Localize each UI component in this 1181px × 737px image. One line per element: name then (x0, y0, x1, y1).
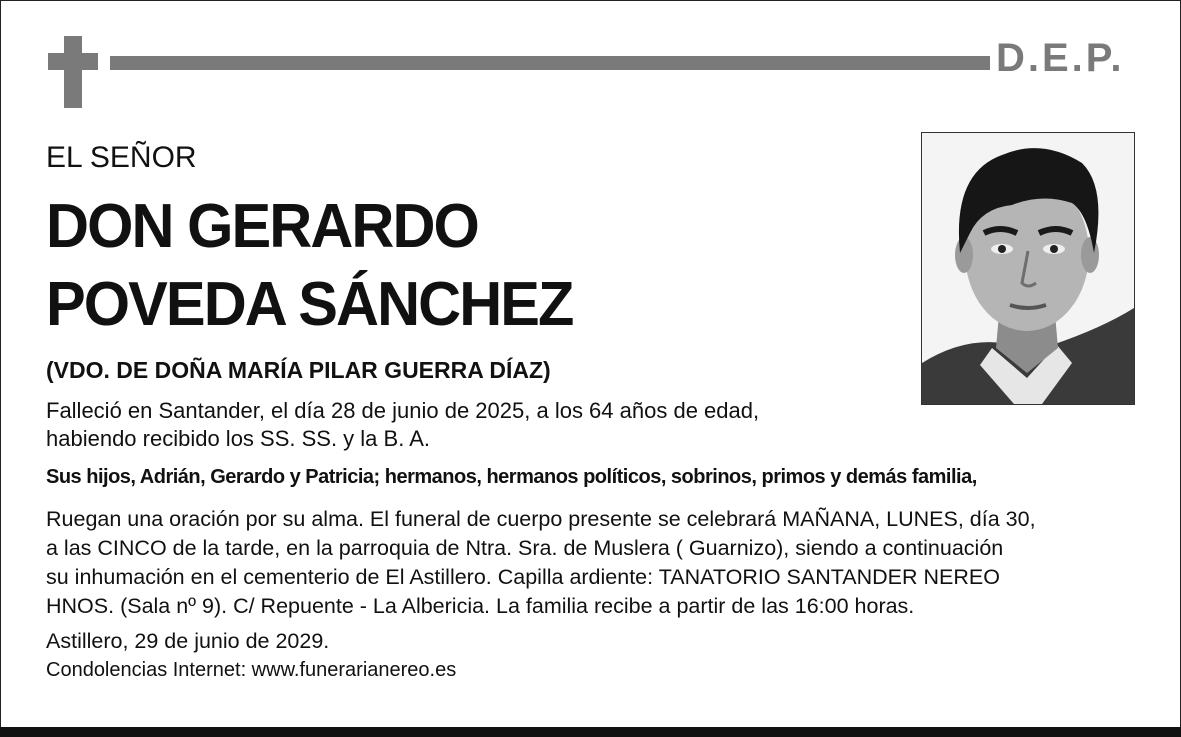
condolences-link[interactable]: Condolencias Internet: www.funerarianereo.es (46, 659, 457, 681)
widower-of-line: (VDO. DE DOÑA MARÍA PILAR GUERRA DÍAZ) (46, 357, 551, 383)
death-details (46, 397, 759, 453)
title-prefix: EL SEÑOR (46, 141, 197, 174)
bottom-bar (0, 727, 1181, 737)
deceased-portrait (921, 132, 1135, 405)
funeral-details-line1: Ruegan una oración por su alma. El funeral de cuerpo presente se celebrará MAÑANA, LUNES, día 30, (46, 507, 1036, 531)
cross-icon (64, 36, 82, 108)
header-rule (110, 56, 990, 70)
cross-icon-arm (48, 53, 98, 70)
place-date: Astillero, 29 de junio de 2029. (46, 629, 330, 653)
funeral-details (46, 505, 1036, 621)
death-details-line1: Falleció en Santander, el día 28 de junio de 2025, a los 64 años de edad, (46, 398, 760, 423)
dep-mark: D.E.P. (996, 36, 1125, 80)
deceased-name-line1: DON GERARDO (46, 192, 478, 261)
deceased-name-line2: POVEDA SÁNCHEZ (46, 270, 573, 339)
funeral-details-line2: a las CINCO de la tarde, en la parroquia de Ntra. Sra. de Muslera ( Guarnizo), siendo a continuación (46, 536, 1004, 560)
funeral-details-line4: HNOS. (Sala nº 9). C/ Repuente - La Albericia. La familia recibe a partir de las 16:00 horas. (46, 594, 915, 618)
death-details-line2: habiendo recibido los SS. SS. y la B. A. (46, 426, 431, 451)
funeral-details-line3: su inhumación en el cementerio de El Astillero. Capilla ardiente: TANATORIO SANTANDER NEREO (46, 565, 1000, 589)
family-line: Sus hijos, Adrián, Gerardo y Patricia; hermanos, hermanos políticos, sobrinos, primos y demás familia, (46, 466, 977, 488)
